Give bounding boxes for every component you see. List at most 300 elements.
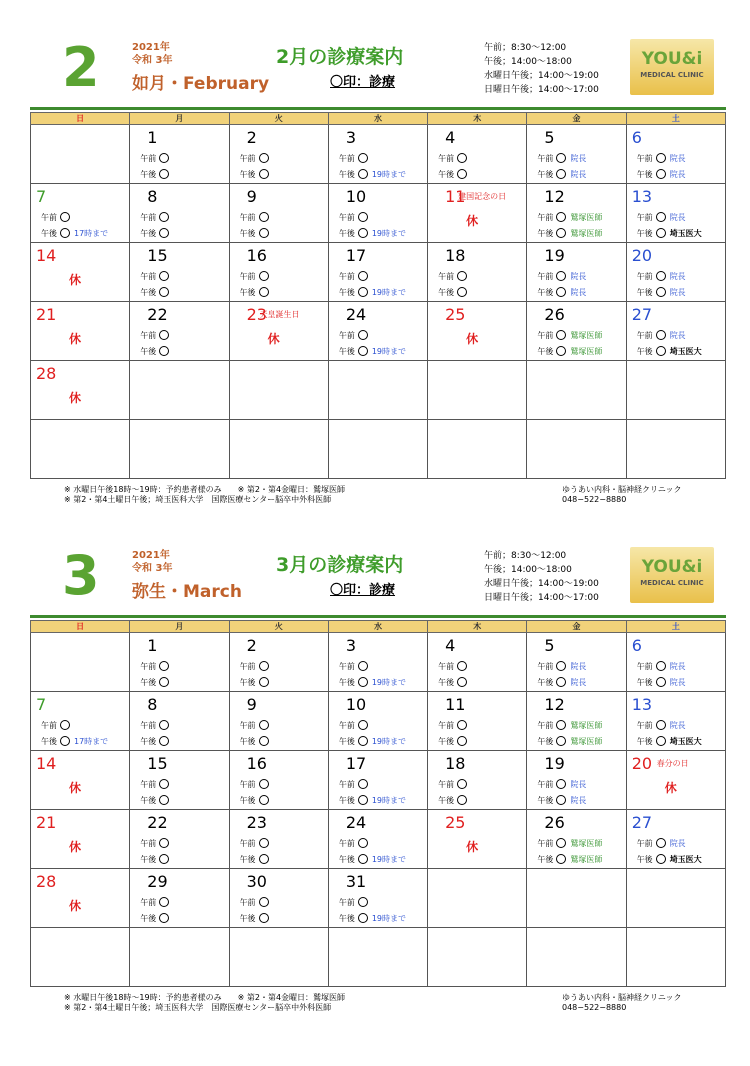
day-cell (31, 810, 130, 869)
day-number: 6 (631, 128, 642, 147)
open-circle-icon (556, 153, 566, 163)
open-circle-icon (358, 169, 368, 179)
session-label: 午後 (537, 737, 554, 746)
open-circle-icon (259, 287, 269, 297)
session-label: 午後 (239, 737, 256, 746)
session-note: 院長 (570, 272, 587, 281)
afternoon-session (637, 677, 686, 688)
session-note: 19時まで (371, 914, 407, 923)
clinic-logo (630, 39, 714, 95)
session-note: 埼玉医大 (669, 347, 702, 356)
day-cell (626, 184, 725, 243)
open-circle-icon (159, 795, 169, 805)
day-cell (328, 869, 427, 928)
session-label: 午前 (239, 154, 256, 163)
open-circle-icon (259, 720, 269, 730)
day-cell (626, 302, 725, 361)
open-circle-icon (656, 838, 666, 848)
afternoon-session (240, 677, 269, 688)
open-circle-icon (457, 169, 467, 179)
day-cell (31, 869, 130, 928)
empty-day-cell (31, 125, 130, 184)
session-label: 午後 (338, 229, 355, 238)
empty-day-cell (428, 361, 527, 420)
day-cell (130, 302, 229, 361)
session-label: 午前 (537, 721, 554, 730)
weekday-header: 木 (428, 113, 527, 125)
day-cell (328, 184, 427, 243)
session-note: 院長 (669, 839, 686, 848)
closed-label: 休 (69, 899, 82, 913)
open-circle-icon (358, 795, 368, 805)
open-circle-icon (159, 228, 169, 238)
day-cell (328, 633, 427, 692)
day-cell (229, 125, 328, 184)
session-note: 19時まで (371, 347, 407, 356)
morning-session (438, 271, 467, 282)
open-circle-icon (656, 677, 666, 687)
open-circle-icon (656, 169, 666, 179)
day-cell (229, 184, 328, 243)
empty-day-cell (31, 633, 130, 692)
day-number: 11 (445, 695, 466, 714)
afternoon-session (537, 346, 602, 357)
session-label: 午後 (140, 678, 157, 687)
clinic-logo (630, 547, 714, 603)
clinic-contact (562, 993, 682, 1013)
session-label: 午前 (537, 331, 554, 340)
empty-day-cell (626, 928, 725, 987)
empty-day-cell (626, 869, 725, 928)
open-circle-icon (457, 736, 467, 746)
day-cell (428, 751, 527, 810)
day-number: 5 (544, 128, 555, 147)
session-label: 午後 (438, 678, 455, 687)
day-cell (527, 633, 626, 692)
session-note: 鷲塚医師 (570, 839, 603, 848)
closed-label: 休 (69, 391, 82, 405)
hours-line: 午前；8:30〜12:00 (484, 551, 567, 561)
afternoon-session (438, 169, 467, 180)
open-circle-icon (556, 720, 566, 730)
opening-hours (484, 41, 599, 97)
day-number: 15 (147, 754, 168, 773)
afternoon-session (438, 287, 467, 298)
open-circle-icon (358, 897, 368, 907)
open-circle-icon (457, 795, 467, 805)
day-number: 31 (345, 872, 367, 891)
session-label: 午前 (636, 154, 653, 163)
empty-day-cell (428, 928, 527, 987)
weekday-header-row (31, 113, 726, 125)
holiday-name: 春分の日 (656, 759, 689, 768)
session-label: 午後 (140, 914, 157, 923)
afternoon-session (537, 169, 586, 180)
day-cell (229, 243, 328, 302)
closed-label: 休 (466, 214, 479, 228)
session-label: 午前 (438, 662, 455, 671)
day-number: 10 (345, 187, 367, 206)
open-circle-icon (457, 661, 467, 671)
open-circle-icon (159, 779, 169, 789)
day-number: 7 (36, 187, 47, 206)
morning-session (41, 212, 70, 223)
day-cell (130, 125, 229, 184)
footnote: ※ 第2・第4土曜日午後；埼玉医科大学 国際医療センター脳卒中外科医師 (64, 1003, 332, 1012)
session-label: 午前 (338, 272, 355, 281)
morning-session (637, 720, 686, 731)
session-label: 午前 (338, 331, 355, 340)
weekday-header: 月 (130, 621, 229, 633)
morning-session (537, 212, 602, 223)
afternoon-session (537, 854, 602, 865)
session-label: 午前 (140, 839, 157, 848)
session-label: 午前 (537, 272, 554, 281)
morning-session (41, 720, 70, 731)
legend-mark: 〇印：診療 (330, 583, 396, 598)
empty-day-cell (229, 928, 328, 987)
session-label: 午前 (239, 780, 256, 789)
day-cell (527, 751, 626, 810)
year-western: 2021年 (132, 550, 170, 561)
afternoon-session (537, 228, 602, 239)
session-label: 午後 (636, 170, 653, 179)
open-circle-icon (358, 346, 368, 356)
day-cell (428, 125, 527, 184)
afternoon-session (339, 169, 406, 180)
morning-session (339, 838, 368, 849)
day-cell (328, 692, 427, 751)
open-circle-icon (259, 677, 269, 687)
footnotes (64, 993, 345, 1013)
session-note: 鷲塚医師 (570, 721, 603, 730)
closed-label: 休 (69, 273, 82, 287)
year-western: 2021年 (132, 42, 170, 53)
open-circle-icon (556, 271, 566, 281)
session-label: 午後 (636, 347, 653, 356)
day-cell (527, 692, 626, 751)
afternoon-session (339, 736, 406, 747)
day-cell (428, 692, 527, 751)
day-number: 1 (147, 128, 158, 147)
day-number: 3 (345, 128, 357, 147)
empty-day-cell (130, 928, 229, 987)
session-label: 午後 (438, 796, 455, 805)
day-cell (527, 810, 626, 869)
morning-session (140, 153, 169, 164)
afternoon-session (140, 677, 169, 688)
afternoon-session (637, 169, 686, 180)
morning-session (140, 720, 169, 731)
hours-line: 午後；14:00〜18:00 (484, 57, 572, 67)
session-note: 院長 (669, 170, 686, 179)
session-label: 午後 (636, 678, 653, 687)
day-number: 11 (445, 187, 466, 206)
clinic-phone: 048−522−8880 (562, 1003, 627, 1012)
session-label: 午後 (239, 796, 256, 805)
session-label: 午前 (140, 780, 157, 789)
session-note: 院長 (570, 154, 587, 163)
session-note: 17時まで (74, 737, 109, 746)
afternoon-session (637, 736, 702, 747)
empty-day-cell (626, 361, 725, 420)
open-circle-icon (159, 897, 169, 907)
session-note: 鷲塚医師 (570, 213, 603, 222)
open-circle-icon (556, 287, 566, 297)
day-cell (626, 751, 725, 810)
open-circle-icon (358, 677, 368, 687)
open-circle-icon (656, 153, 666, 163)
session-label: 午後 (338, 855, 355, 864)
empty-day-cell (31, 420, 130, 479)
session-note: 院長 (669, 721, 686, 730)
open-circle-icon (60, 228, 70, 238)
session-label: 午前 (239, 898, 256, 907)
day-number: 30 (246, 872, 267, 891)
logo-subtext: MEDICAL CLINIC (640, 71, 704, 79)
afternoon-session (240, 228, 269, 239)
afternoon-session (339, 854, 406, 865)
open-circle-icon (159, 913, 169, 923)
day-cell (626, 692, 725, 751)
session-label: 午後 (636, 288, 653, 297)
open-circle-icon (159, 271, 169, 281)
clinic-contact (562, 485, 682, 505)
open-circle-icon (159, 346, 169, 356)
afternoon-session (537, 736, 602, 747)
open-circle-icon (358, 736, 368, 746)
year-label (132, 41, 172, 67)
afternoon-session (140, 287, 169, 298)
afternoon-session (240, 913, 269, 924)
open-circle-icon (556, 661, 566, 671)
day-number: 9 (246, 187, 257, 206)
open-circle-icon (358, 720, 368, 730)
day-number: 16 (246, 754, 267, 773)
afternoon-session (339, 913, 406, 924)
day-number: 17 (345, 246, 367, 265)
open-circle-icon (259, 169, 269, 179)
morning-session (537, 661, 586, 672)
day-number: 16 (246, 246, 267, 265)
day-cell (527, 243, 626, 302)
afternoon-session (240, 169, 269, 180)
day-cell (428, 243, 527, 302)
day-cell (130, 184, 229, 243)
session-label: 午前 (41, 213, 57, 222)
session-label: 午後 (537, 288, 554, 297)
afternoon-session (140, 854, 169, 865)
week-row (31, 810, 726, 869)
session-note: 院長 (570, 780, 587, 789)
open-circle-icon (358, 854, 368, 864)
open-circle-icon (159, 720, 169, 730)
session-label: 午後 (636, 737, 653, 746)
open-circle-icon (259, 795, 269, 805)
open-circle-icon (159, 169, 169, 179)
open-circle-icon (259, 736, 269, 746)
closed-label: 休 (466, 332, 479, 346)
footnote: ※ 第2・第4土曜日午後；埼玉医科大学 国際医療センター脳卒中外科医師 (64, 495, 332, 504)
year-label (132, 549, 172, 575)
session-label: 午前 (338, 839, 355, 848)
session-note: 19時まで (371, 288, 407, 297)
open-circle-icon (259, 228, 269, 238)
closed-label: 休 (69, 332, 82, 346)
morning-session (339, 330, 368, 341)
day-number: 18 (445, 246, 466, 265)
session-label: 午前 (636, 331, 653, 340)
day-number: 15 (147, 246, 168, 265)
open-circle-icon (656, 212, 666, 222)
session-label: 午後 (239, 855, 256, 864)
weekday-header: 金 (527, 621, 626, 633)
session-note: 院長 (570, 678, 587, 687)
afternoon-session (537, 287, 586, 298)
day-cell (428, 302, 527, 361)
afternoon-session (140, 228, 169, 239)
afternoon-session (240, 287, 269, 298)
afternoon-session (140, 346, 169, 357)
open-circle-icon (457, 779, 467, 789)
session-label: 午後 (338, 678, 355, 687)
session-label: 午前 (338, 898, 355, 907)
empty-day-cell (527, 928, 626, 987)
session-label: 午後 (41, 229, 57, 238)
open-circle-icon (358, 287, 368, 297)
hours-line: 水曜日午後；14:00〜19:00 (484, 71, 599, 81)
day-number: 28 (36, 364, 57, 383)
day-cell (31, 692, 130, 751)
open-circle-icon (159, 661, 169, 671)
calendar-grid (30, 620, 726, 987)
session-label: 午前 (140, 662, 157, 671)
session-label: 午前 (636, 272, 653, 281)
open-circle-icon (556, 346, 566, 356)
session-label: 午前 (338, 154, 355, 163)
open-circle-icon (358, 838, 368, 848)
open-circle-icon (457, 153, 467, 163)
day-number: 14 (36, 246, 57, 265)
open-circle-icon (556, 169, 566, 179)
day-cell (527, 184, 626, 243)
session-note: 鷲塚医師 (570, 855, 603, 864)
weekday-header: 金 (527, 113, 626, 125)
day-cell (31, 361, 130, 420)
session-note: 埼玉医大 (669, 855, 702, 864)
open-circle-icon (358, 228, 368, 238)
empty-day-cell (229, 361, 328, 420)
day-number: 12 (544, 695, 565, 714)
day-number: 21 (36, 813, 57, 832)
week-row (31, 928, 726, 987)
day-number: 25 (445, 813, 466, 832)
open-circle-icon (159, 838, 169, 848)
session-label: 午後 (239, 914, 256, 923)
session-label: 午前 (140, 331, 157, 340)
hours-line: 午後；14:00〜18:00 (484, 565, 572, 575)
day-number: 8 (147, 187, 158, 206)
afternoon-session (637, 228, 702, 239)
session-label: 午前 (438, 721, 455, 730)
empty-day-cell (428, 420, 527, 479)
morning-session (438, 153, 467, 164)
session-label: 午後 (239, 170, 256, 179)
session-label: 午前 (636, 721, 653, 730)
day-cell (428, 633, 527, 692)
session-note: 19時まで (371, 796, 407, 805)
empty-day-cell (130, 361, 229, 420)
session-label: 午前 (438, 272, 455, 281)
session-label: 午前 (636, 213, 653, 222)
session-label: 午後 (537, 796, 554, 805)
weekday-header: 水 (328, 621, 427, 633)
morning-session (140, 779, 169, 790)
morning-session (140, 271, 169, 282)
session-label: 午前 (438, 154, 455, 163)
afternoon-session (240, 854, 269, 865)
clinic-phone: 048−522−8880 (562, 495, 627, 504)
weekday-header-row (31, 621, 726, 633)
closed-label: 休 (267, 332, 280, 346)
day-number: 12 (544, 187, 565, 206)
day-cell (31, 184, 130, 243)
afternoon-session (339, 677, 406, 688)
morning-session (438, 661, 467, 672)
day-cell (527, 302, 626, 361)
morning-session (339, 720, 368, 731)
session-label: 午後 (239, 678, 256, 687)
day-cell (328, 810, 427, 869)
empty-day-cell (428, 869, 527, 928)
weekday-header: 火 (229, 621, 328, 633)
day-number: 2 (246, 636, 257, 655)
morning-session (240, 271, 269, 282)
open-circle-icon (556, 228, 566, 238)
month-calendar-february (0, 34, 750, 504)
month-number: 3 (62, 544, 100, 607)
open-circle-icon (60, 736, 70, 746)
open-circle-icon (259, 212, 269, 222)
week-row (31, 184, 726, 243)
calendar-grid (30, 112, 726, 479)
morning-session (438, 779, 467, 790)
day-cell (229, 692, 328, 751)
day-cell (328, 751, 427, 810)
header-divider (30, 107, 726, 110)
closed-label: 休 (69, 840, 82, 854)
session-note: 鷲塚医師 (570, 229, 603, 238)
week-row (31, 692, 726, 751)
empty-day-cell (626, 420, 725, 479)
day-number: 27 (631, 305, 653, 324)
session-label: 午前 (239, 213, 256, 222)
week-row (31, 243, 726, 302)
empty-day-cell (328, 420, 427, 479)
weekday-header: 土 (626, 113, 725, 125)
morning-session (240, 779, 269, 790)
open-circle-icon (259, 779, 269, 789)
day-cell (31, 302, 130, 361)
afternoon-session (339, 795, 406, 806)
holiday-name: 建国記念の日 (458, 192, 507, 201)
day-number: 13 (631, 695, 653, 714)
session-note: 院長 (570, 796, 587, 805)
open-circle-icon (358, 212, 368, 222)
open-circle-icon (656, 346, 666, 356)
month-number: 2 (62, 36, 100, 99)
afternoon-session (140, 795, 169, 806)
